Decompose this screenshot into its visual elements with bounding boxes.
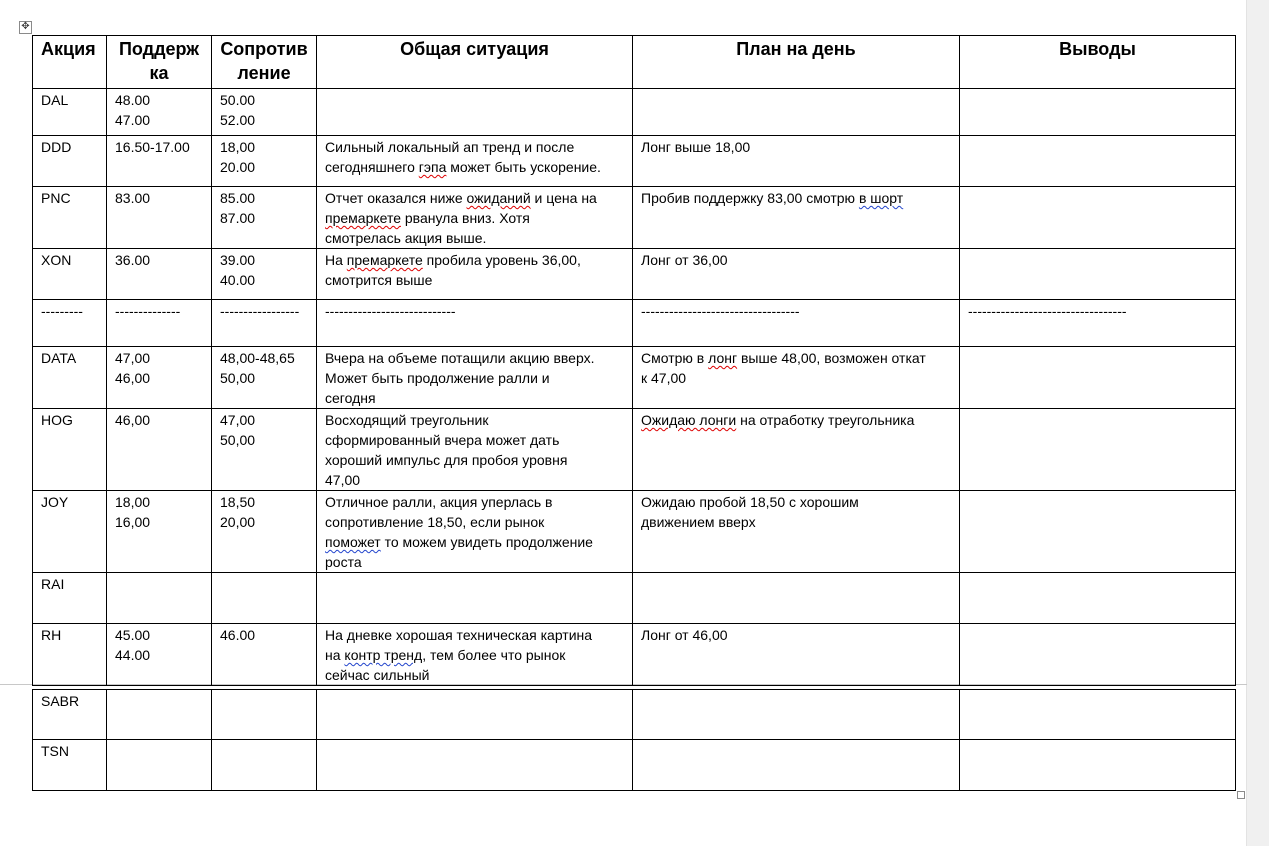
cell-resistance[interactable] <box>212 187 317 249</box>
spellcheck-flagged-word: премаркете <box>325 210 401 226</box>
cell-conclusions[interactable] <box>960 491 1236 573</box>
cell-situation[interactable] <box>317 409 633 491</box>
cell-plan[interactable] <box>633 89 960 136</box>
cell-resistance[interactable] <box>212 740 317 791</box>
header-plan[interactable]: План на день <box>633 36 960 89</box>
table-row <box>33 249 1236 300</box>
stock-plan-table-continued <box>32 689 1236 791</box>
table-row <box>33 347 1236 409</box>
cell-plan[interactable] <box>633 300 960 347</box>
plan-text: Пробив поддержку 83,00 смотрю <box>641 190 859 206</box>
cell-ticker[interactable] <box>33 409 107 491</box>
resistance-line: 20.00 <box>220 159 256 175</box>
ticker-label: HOG <box>41 412 73 428</box>
support-line: 36.00 <box>115 252 151 268</box>
cell-resistance[interactable] <box>212 409 317 491</box>
plan-text: Смотрю в <box>641 350 709 366</box>
spellcheck-flagged-word: поможет <box>325 534 381 550</box>
cell-situation[interactable] <box>317 740 633 791</box>
plan-text: на отработку треугольника <box>736 412 915 428</box>
cell-plan[interactable] <box>633 136 960 187</box>
cell-support[interactable] <box>107 491 212 573</box>
support-line: 46,00 <box>115 412 151 428</box>
resistance-line: 87.00 <box>220 210 256 226</box>
situation-line: роста <box>325 554 362 570</box>
situation-line: смотрелась акция выше. <box>325 230 487 246</box>
cell-conclusions[interactable] <box>960 690 1236 740</box>
table-row <box>33 690 1236 740</box>
plan-line: Лонг от 46,00 <box>641 627 728 643</box>
cell-ticker[interactable] <box>33 491 107 573</box>
cell-resistance[interactable] <box>212 690 317 740</box>
situation-text: на <box>325 647 345 663</box>
conclusions-text: ---------------------------------- <box>968 303 1127 319</box>
support-line: -------------- <box>115 303 181 319</box>
situation-text: то можем увидеть продолжение <box>380 534 593 550</box>
resistance-line: 50,00 <box>220 432 256 448</box>
cell-plan[interactable] <box>633 249 960 300</box>
situation-line <box>325 532 624 552</box>
vertical-scrollbar[interactable] <box>1246 0 1269 846</box>
resistance-line: 47,00 <box>220 412 256 428</box>
header-support[interactable]: Поддерж ка <box>107 36 212 89</box>
cell-ticker[interactable] <box>33 249 107 300</box>
resistance-line: 40.00 <box>220 272 256 288</box>
situation-line: Вчера на объеме потащили акцию вверх. <box>325 350 595 366</box>
cell-resistance[interactable] <box>212 89 317 136</box>
cell-ticker[interactable] <box>33 347 107 409</box>
table-row <box>33 624 1236 686</box>
cell-ticker[interactable] <box>33 690 107 740</box>
ticker-label: RH <box>41 627 62 643</box>
cell-conclusions[interactable] <box>960 624 1236 686</box>
cell-ticker[interactable] <box>33 136 107 187</box>
cell-resistance[interactable] <box>212 573 317 624</box>
spellcheck-flagged-word: гэпа <box>418 159 447 175</box>
support-line: 47,00 <box>115 350 151 366</box>
resistance-line: ----------------- <box>220 303 300 319</box>
resistance-line: 52.00 <box>220 112 256 128</box>
resistance-line: 20,00 <box>220 514 256 530</box>
table-row <box>33 491 1236 573</box>
situation-line: Восходящий треугольник <box>325 412 489 428</box>
spellcheck-flagged-word: контр тренд <box>344 647 423 663</box>
table-row <box>33 573 1236 624</box>
spellcheck-flagged-word: лонг <box>708 350 738 366</box>
situation-text: сегодняшнего <box>325 159 419 175</box>
situation-line: сформированный вчера может дать <box>325 432 560 448</box>
situation-line <box>325 645 624 665</box>
cell-ticker[interactable] <box>33 740 107 791</box>
situation-text: , тем более что рынок <box>422 647 566 663</box>
ticker-label: DDD <box>41 139 72 155</box>
table-header-row <box>33 36 1236 89</box>
table-move-handle-icon[interactable]: ✥ <box>19 21 32 34</box>
support-line: 45.00 <box>115 627 151 643</box>
table-row <box>33 740 1236 791</box>
cell-plan[interactable] <box>633 740 960 791</box>
situation-line: Сильный локальный ап тренд и после <box>325 139 575 155</box>
plan-text: выше 48,00, возможен откат <box>737 350 926 366</box>
cell-support[interactable] <box>107 249 212 300</box>
resistance-line: 50,00 <box>220 370 256 386</box>
resistance-line: 18,50 <box>220 494 256 510</box>
cell-support[interactable] <box>107 409 212 491</box>
situation-line: сопротивление 18,50, если рынок <box>325 514 545 530</box>
situation-line: сейчас сильный <box>325 667 430 683</box>
table-row <box>33 89 1236 136</box>
situation-line: Может быть продолжение ралли и <box>325 370 550 386</box>
cell-support[interactable] <box>107 624 212 686</box>
support-line: 18,00 <box>115 494 151 510</box>
table-row <box>33 300 1236 347</box>
support-line: 48.00 <box>115 92 151 108</box>
spellcheck-flagged-word: в шорт <box>858 190 904 206</box>
table-row <box>33 136 1236 187</box>
cell-resistance[interactable] <box>212 136 317 187</box>
cell-resistance[interactable] <box>212 491 317 573</box>
support-line: 47.00 <box>115 112 151 128</box>
situation-line: сегодня <box>325 390 376 406</box>
ticker-label: XON <box>41 252 72 268</box>
cell-plan[interactable] <box>633 187 960 249</box>
cell-plan[interactable] <box>633 491 960 573</box>
plan-line: движением вверх <box>641 514 756 530</box>
cell-support[interactable] <box>107 690 212 740</box>
plan-line: Лонг от 36,00 <box>641 252 728 268</box>
situation-line <box>325 208 624 228</box>
resistance-line: 39.00 <box>220 252 256 268</box>
cell-plan[interactable] <box>633 409 960 491</box>
situation-text: Отчет оказался ниже <box>325 190 467 206</box>
resistance-line: 18,00 <box>220 139 256 155</box>
cell-resistance[interactable] <box>212 347 317 409</box>
cell-support[interactable] <box>107 89 212 136</box>
table-row <box>33 409 1236 491</box>
cell-support[interactable] <box>107 187 212 249</box>
cell-conclusions[interactable] <box>960 187 1236 249</box>
support-line: 16,00 <box>115 514 151 530</box>
plan-line: Ожидаю пробой 18,50 с хорошим <box>641 494 859 510</box>
ticker-label: RAI <box>41 576 65 592</box>
situation-text: пробила уровень 36,00, <box>422 252 581 268</box>
ticker-label: TSN <box>41 743 69 759</box>
resistance-line: 48,00-48,65 <box>220 350 295 366</box>
cell-conclusions[interactable] <box>960 409 1236 491</box>
cell-support[interactable] <box>107 740 212 791</box>
resistance-line: 85.00 <box>220 190 256 206</box>
situation-line: смотрится выше <box>325 272 433 288</box>
cell-situation[interactable] <box>317 89 633 136</box>
situation-line <box>325 188 624 208</box>
cell-situation[interactable] <box>317 624 633 686</box>
situation-line: На дневке хорошая техническая картина <box>325 627 593 643</box>
situation-line: 47,00 <box>325 472 361 488</box>
cell-plan[interactable] <box>633 690 960 740</box>
plan-line: Лонг выше 18,00 <box>641 139 751 155</box>
cell-situation[interactable] <box>317 347 633 409</box>
cell-conclusions[interactable] <box>960 573 1236 624</box>
cell-conclusions[interactable] <box>960 300 1236 347</box>
support-line: 16.50-17.00 <box>115 139 190 155</box>
cell-resistance[interactable] <box>212 249 317 300</box>
cell-ticker[interactable] <box>33 300 107 347</box>
cell-ticker[interactable] <box>33 187 107 249</box>
header-ticker[interactable]: Акция <box>33 36 107 89</box>
ticker-label: DATA <box>41 350 77 366</box>
ticker-label: DAL <box>41 92 69 108</box>
cell-support[interactable] <box>107 300 212 347</box>
situation-text: На <box>325 252 347 268</box>
plan-line <box>641 410 951 430</box>
cell-support[interactable] <box>107 573 212 624</box>
cell-conclusions[interactable] <box>960 89 1236 136</box>
header-situation[interactable]: Общая ситуация <box>317 36 633 89</box>
cell-resistance[interactable] <box>212 624 317 686</box>
cell-plan[interactable] <box>633 573 960 624</box>
cell-situation[interactable] <box>317 249 633 300</box>
plan-line: ---------------------------------- <box>641 303 800 319</box>
resistance-line: 50.00 <box>220 92 256 108</box>
header-resistance[interactable]: Сопротив ление <box>212 36 317 89</box>
cell-conclusions[interactable] <box>960 740 1236 791</box>
situation-text: и цена на <box>530 190 597 206</box>
cell-plan[interactable] <box>633 347 960 409</box>
ticker-label: JOY <box>41 494 69 510</box>
plan-line: к 47,00 <box>641 370 687 386</box>
stock-plan-table <box>32 35 1236 686</box>
cell-conclusions[interactable] <box>960 249 1236 300</box>
support-line: 44.00 <box>115 647 151 663</box>
support-line: 83.00 <box>115 190 151 206</box>
ticker-label: SABR <box>41 693 80 709</box>
table-resize-handle[interactable] <box>1237 791 1245 799</box>
cell-conclusions[interactable] <box>960 347 1236 409</box>
cell-ticker[interactable] <box>33 624 107 686</box>
situation-line: Отличное ралли, акция уперлась в <box>325 494 553 510</box>
cell-support[interactable] <box>107 136 212 187</box>
support-line: 46,00 <box>115 370 151 386</box>
ticker-label: PNC <box>41 190 71 206</box>
situation-line: ---------------------------- <box>325 303 456 319</box>
situation-line: хороший импульс для пробоя уровня <box>325 452 568 468</box>
situation-text: может быть ускорение. <box>446 159 601 175</box>
cell-plan[interactable] <box>633 624 960 686</box>
situation-line <box>325 157 624 177</box>
spellcheck-flagged-word: ожиданий <box>466 190 531 206</box>
cell-situation[interactable] <box>317 690 633 740</box>
cell-situation[interactable] <box>317 491 633 573</box>
ticker-label: --------- <box>41 303 83 319</box>
spellcheck-flagged-word: премаркете <box>346 252 423 268</box>
header-conclusions[interactable]: Выводы <box>960 36 1236 89</box>
cell-situation[interactable] <box>317 187 633 249</box>
cell-conclusions[interactable] <box>960 136 1236 187</box>
resistance-line: 46.00 <box>220 627 256 643</box>
plan-line <box>641 348 951 368</box>
cell-resistance[interactable] <box>212 300 317 347</box>
cell-situation[interactable] <box>317 573 633 624</box>
cell-situation[interactable] <box>317 300 633 347</box>
plan-line <box>641 188 951 208</box>
cell-support[interactable] <box>107 347 212 409</box>
spellcheck-flagged-word: Ожидаю лонги <box>641 412 737 428</box>
cell-ticker[interactable] <box>33 573 107 624</box>
cell-ticker[interactable] <box>33 89 107 136</box>
cell-situation[interactable] <box>317 136 633 187</box>
table-row <box>33 187 1236 249</box>
situation-line <box>325 250 624 270</box>
situation-text: рванула вниз. Хотя <box>401 210 530 226</box>
